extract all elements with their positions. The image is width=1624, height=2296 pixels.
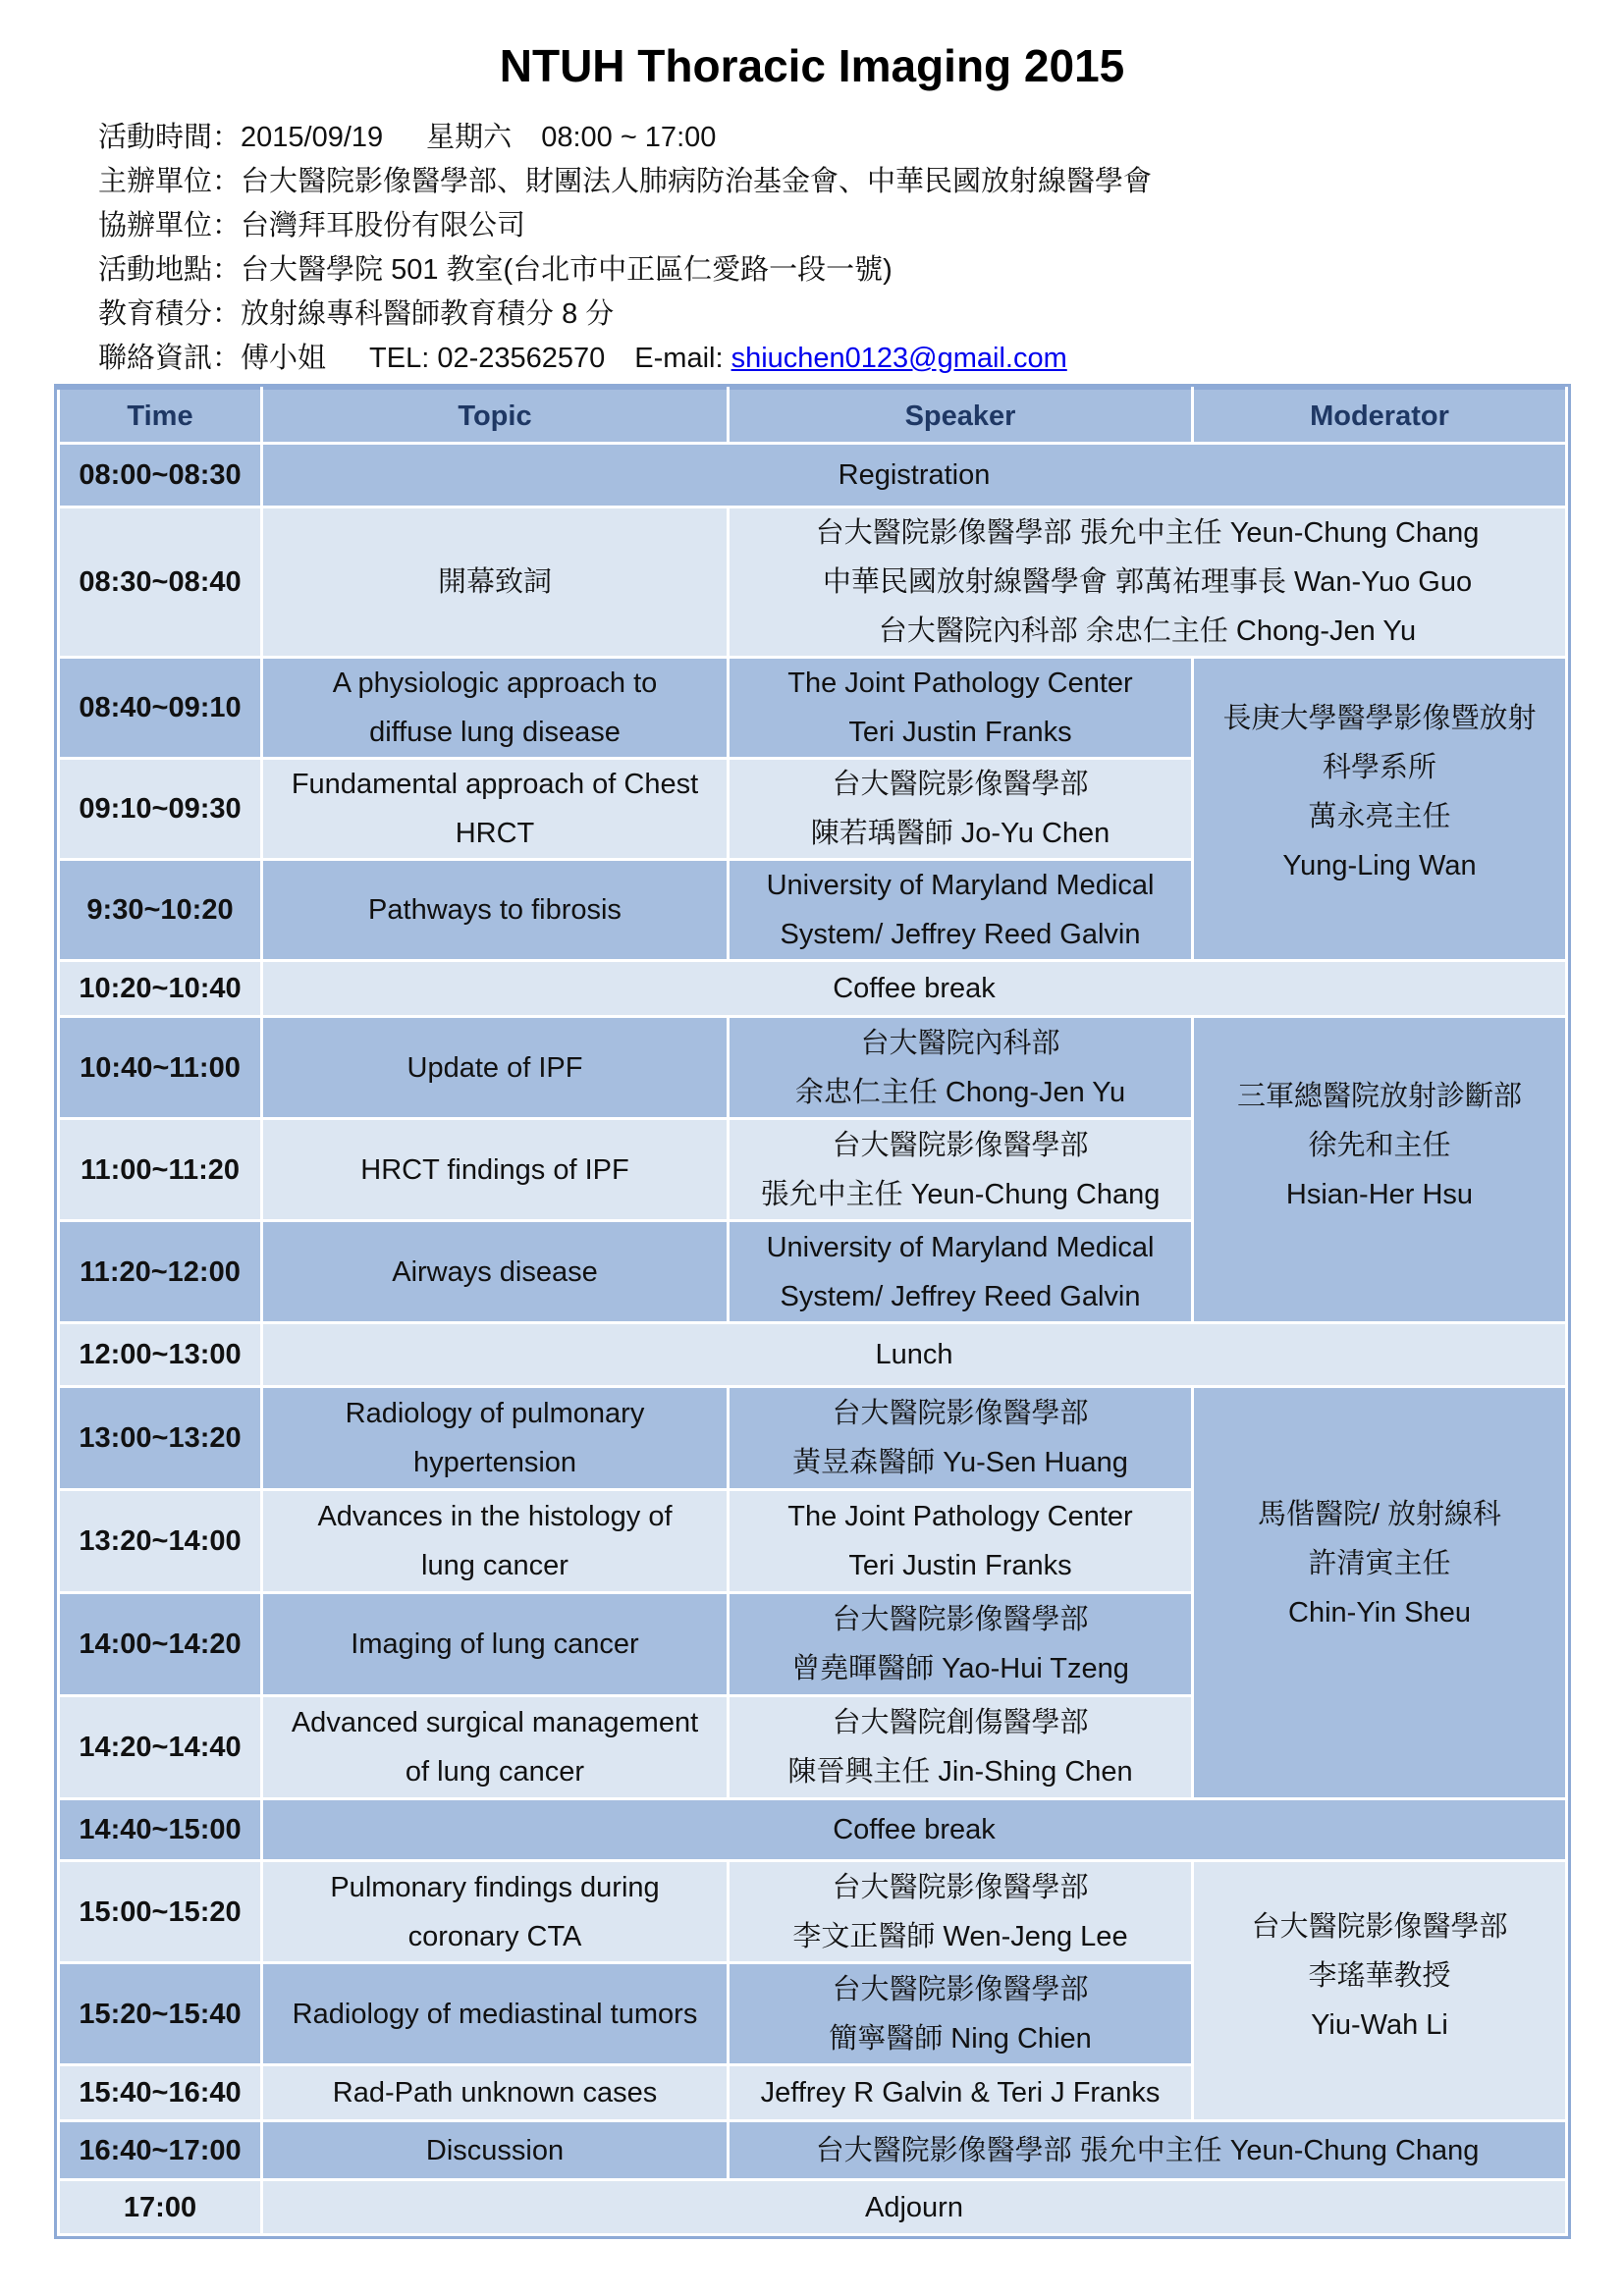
speaker-line: System/ Jeffrey Reed Galvin bbox=[780, 1280, 1141, 1312]
speaker-cell: Jeffrey R Galvin & Teri J Franks bbox=[729, 2065, 1193, 2121]
venue-label: 活動地點： bbox=[98, 254, 242, 286]
table-row bbox=[59, 2121, 1567, 2180]
moderator-line: 徐先和主任 bbox=[1308, 1129, 1451, 1161]
table-row bbox=[59, 1861, 1567, 1963]
moderator-line: 科學系所 bbox=[1322, 752, 1436, 783]
speaker-line: Teri Justin Franks bbox=[848, 717, 1072, 748]
topic-line: Pulmonary findings during bbox=[330, 1871, 660, 1903]
moderator-line: 三軍總醫院放射診斷部 bbox=[1236, 1080, 1522, 1112]
event-date: 2015/09/19 bbox=[241, 122, 384, 153]
topic-line: hypertension bbox=[412, 1447, 577, 1478]
table-row bbox=[59, 2180, 1567, 2235]
moderator-cell bbox=[1193, 1017, 1567, 1323]
topic-line: A physiologic approach to bbox=[332, 667, 658, 699]
credit: 放射線專科醫師教育積分 8 分 bbox=[241, 298, 615, 330]
topic-cell: 開幕致詞 bbox=[262, 507, 729, 658]
speaker-line: 台大醫院內科部 余忠仁主任 Chong-Jen Yu bbox=[878, 615, 1417, 647]
table-row bbox=[59, 507, 1567, 658]
contact-name: 傅小姐 bbox=[241, 343, 327, 374]
time-cell: 16:40~17:00 bbox=[59, 2121, 262, 2180]
event-weekday: 星期六 bbox=[426, 122, 513, 153]
speaker-line: 台大醫院影像醫學部 bbox=[832, 1398, 1089, 1429]
topic-cell: Update of IPF bbox=[262, 1017, 729, 1119]
break-cell: Registration bbox=[262, 444, 1567, 507]
topic-line: Advanced surgical management bbox=[291, 1707, 699, 1738]
moderator-line: 台大醫院影像醫學部 bbox=[1251, 1911, 1508, 1943]
info-date-row bbox=[98, 116, 1152, 160]
table-header bbox=[59, 389, 1567, 444]
schedule-table bbox=[57, 387, 1568, 2236]
topic-cell: Radiology of mediastinal tumors bbox=[262, 1963, 729, 2065]
contact-tel: TEL: 02-23562570 bbox=[369, 343, 606, 374]
venue: 台大醫學院 501 教室(台北市中正區仁愛路一段一號) bbox=[241, 254, 893, 286]
speaker-line: The Joint Pathology Center bbox=[787, 667, 1133, 699]
event-info bbox=[98, 116, 1152, 381]
time-cell: 9:30~10:20 bbox=[59, 860, 262, 961]
speaker-cell bbox=[729, 658, 1193, 759]
moderator-line: Yung-Ling Wan bbox=[1282, 850, 1477, 881]
break-cell: Adjourn bbox=[262, 2180, 1567, 2235]
header-speaker: Speaker bbox=[729, 389, 1193, 444]
time-cell: 14:20~14:40 bbox=[59, 1696, 262, 1799]
time-cell: 08:40~09:10 bbox=[59, 658, 262, 759]
moderator-line: Yiu-Wah Li bbox=[1311, 2009, 1448, 2041]
time-cell: 14:40~15:00 bbox=[59, 1799, 262, 1861]
speaker-cell bbox=[729, 759, 1193, 860]
topic-line: HRCT bbox=[455, 818, 535, 849]
speaker-cell bbox=[729, 1387, 1193, 1490]
moderator-cell bbox=[1193, 658, 1567, 961]
credit-label: 教育積分： bbox=[98, 298, 242, 330]
speaker-cell bbox=[729, 1963, 1193, 2065]
table-row bbox=[59, 658, 1567, 759]
topic-line: Fundamental approach of Chest bbox=[291, 769, 699, 800]
time-cell: 10:40~11:00 bbox=[59, 1017, 262, 1119]
time-cell: 11:00~11:20 bbox=[59, 1119, 262, 1221]
topic-cell bbox=[262, 1490, 729, 1593]
info-contact-row bbox=[98, 337, 1152, 381]
topic-line: coronary CTA bbox=[407, 1920, 582, 1952]
speaker-cell bbox=[729, 1017, 1193, 1119]
speaker-cell bbox=[729, 860, 1193, 961]
speaker-line: University of Maryland Medical bbox=[766, 870, 1155, 901]
speaker-line: 台大醫院影像醫學部 bbox=[832, 1129, 1089, 1161]
speaker-line: 黃昱森醫師 Yu-Sen Huang bbox=[792, 1447, 1128, 1478]
speaker-line: 余忠仁主任 Chong-Jen Yu bbox=[794, 1076, 1126, 1108]
info-co-organizer-row bbox=[98, 204, 1152, 248]
speaker-line: 張允中主任 Yeun-Chung Chang bbox=[760, 1178, 1161, 1210]
speaker-cell bbox=[729, 1696, 1193, 1799]
table-row bbox=[59, 1017, 1567, 1119]
time-cell: 12:00~13:00 bbox=[59, 1323, 262, 1387]
topic-cell: HRCT findings of IPF bbox=[262, 1119, 729, 1221]
speaker-cell bbox=[729, 1490, 1193, 1593]
table-row bbox=[59, 1387, 1567, 1490]
time-cell: 15:20~15:40 bbox=[59, 1963, 262, 2065]
table-row bbox=[59, 1323, 1567, 1387]
speaker-line: 台大醫院內科部 bbox=[860, 1027, 1060, 1059]
speaker-line: 陳若瑀醫師 Jo-Yu Chen bbox=[810, 818, 1110, 849]
time-cell: 08:00~08:30 bbox=[59, 444, 262, 507]
speaker-line: 台大醫院影像醫學部 bbox=[832, 1973, 1089, 2005]
break-cell: Coffee break bbox=[262, 961, 1567, 1017]
moderator-line: 李瑤華教授 bbox=[1308, 1960, 1451, 1992]
moderator-cell bbox=[1193, 1861, 1567, 2121]
speaker-line: Teri Justin Franks bbox=[848, 1550, 1072, 1581]
topic-cell: Imaging of lung cancer bbox=[262, 1593, 729, 1696]
topic-cell: Discussion bbox=[262, 2121, 729, 2180]
email-label: E-mail: bbox=[634, 343, 724, 374]
time-cell: 13:20~14:00 bbox=[59, 1490, 262, 1593]
info-credit-row bbox=[98, 293, 1152, 337]
info-organizer-row bbox=[98, 160, 1152, 204]
speaker-line: 台大醫院影像醫學部 bbox=[832, 1871, 1089, 1903]
time-cell: 14:00~14:20 bbox=[59, 1593, 262, 1696]
topic-cell bbox=[262, 759, 729, 860]
speaker-line: 中華民國放射線醫學會 郭萬祐理事長 Wan-Yuo Guo bbox=[822, 566, 1473, 598]
organizer: 台大醫院影像醫學部、財團法人肺病防治基金會、中華民國放射線醫學會 bbox=[241, 166, 1153, 197]
break-cell: Coffee break bbox=[262, 1799, 1567, 1861]
speaker-line: 台大醫院影像醫學部 張允中主任 Yeun-Chung Chang bbox=[815, 517, 1480, 549]
topic-line: diffuse lung disease bbox=[369, 717, 621, 748]
speaker-cell: 台大醫院影像醫學部 張允中主任 Yeun-Chung Chang bbox=[729, 2121, 1567, 2180]
info-venue-row bbox=[98, 248, 1152, 293]
organizer-label: 主辦單位： bbox=[98, 166, 242, 197]
email-link[interactable]: shiuchen0123@gmail.com bbox=[731, 343, 1067, 374]
moderator-cell bbox=[1193, 1387, 1567, 1799]
time-cell: 13:00~13:20 bbox=[59, 1387, 262, 1490]
header-topic: Topic bbox=[262, 389, 729, 444]
table-row bbox=[59, 961, 1567, 1017]
topic-cell: Rad-Path unknown cases bbox=[262, 2065, 729, 2121]
header-time: Time bbox=[59, 389, 262, 444]
moderator-line: 長庚大學醫學影像暨放射 bbox=[1222, 703, 1537, 734]
co-organizer-label: 協辦單位： bbox=[98, 210, 242, 241]
speaker-line: The Joint Pathology Center bbox=[787, 1501, 1133, 1532]
topic-line: lung cancer bbox=[421, 1550, 568, 1581]
speaker-cell bbox=[729, 1221, 1193, 1323]
topic-cell: Pathways to fibrosis bbox=[262, 860, 729, 961]
topic-cell bbox=[262, 658, 729, 759]
time-cell: 09:10~09:30 bbox=[59, 759, 262, 860]
moderator-line: 萬永亮主任 bbox=[1308, 801, 1451, 832]
moderator-line: 馬偕醫院/ 放射線科 bbox=[1257, 1498, 1502, 1530]
topic-line: Radiology of pulmonary bbox=[345, 1398, 645, 1429]
page-title: NTUH Thoracic Imaging 2015 bbox=[499, 40, 1125, 91]
speaker-line: 李文正醫師 Wen-Jeng Lee bbox=[792, 1920, 1128, 1952]
speaker-line: University of Maryland Medical bbox=[766, 1231, 1155, 1263]
time-cell: 11:20~12:00 bbox=[59, 1221, 262, 1323]
speaker-line: 台大醫院影像醫學部 bbox=[832, 1604, 1089, 1635]
moderator-line: 許清寅主任 bbox=[1308, 1547, 1451, 1579]
time-cell: 15:00~15:20 bbox=[59, 1861, 262, 1963]
event-hours: 08:00 ~ 17:00 bbox=[541, 122, 717, 153]
break-cell: Lunch bbox=[262, 1323, 1567, 1387]
time-cell: 15:40~16:40 bbox=[59, 2065, 262, 2121]
table-row bbox=[59, 1799, 1567, 1861]
speaker-cell bbox=[729, 1119, 1193, 1221]
speaker-line: 陳晉興主任 Jin-Shing Chen bbox=[787, 1756, 1133, 1788]
time-cell: 17:00 bbox=[59, 2180, 262, 2235]
time-cell: 08:30~08:40 bbox=[59, 507, 262, 658]
header-moderator: Moderator bbox=[1193, 389, 1567, 444]
speaker-line: System/ Jeffrey Reed Galvin bbox=[780, 919, 1141, 950]
speaker-line: 曾堯暉醫師 Yao-Hui Tzeng bbox=[791, 1653, 1129, 1684]
date-label: 活動時間： bbox=[98, 122, 242, 153]
speaker-line: 台大醫院創傷醫學部 bbox=[832, 1707, 1089, 1738]
time-cell: 10:20~10:40 bbox=[59, 961, 262, 1017]
topic-cell bbox=[262, 1861, 729, 1963]
table-row bbox=[59, 444, 1567, 507]
speaker-line: 台大醫院影像醫學部 bbox=[832, 769, 1089, 800]
topic-line: Advances in the histology of bbox=[317, 1501, 673, 1532]
moderator-line: Chin-Yin Sheu bbox=[1288, 1596, 1471, 1629]
topic-cell: Airways disease bbox=[262, 1221, 729, 1323]
speaker-cell bbox=[729, 1593, 1193, 1696]
topic-cell bbox=[262, 1387, 729, 1490]
topic-line: of lung cancer bbox=[405, 1756, 585, 1788]
speaker-line: 簡寧醫師 Ning Chien bbox=[829, 2022, 1092, 2055]
speaker-cell bbox=[729, 507, 1567, 658]
contact-label: 聯絡資訊： bbox=[98, 343, 242, 374]
topic-cell bbox=[262, 1696, 729, 1799]
co-organizer: 台灣拜耳股份有限公司 bbox=[241, 210, 526, 241]
moderator-line: Hsian-Her Hsu bbox=[1285, 1178, 1474, 1210]
speaker-cell bbox=[729, 1861, 1193, 1963]
